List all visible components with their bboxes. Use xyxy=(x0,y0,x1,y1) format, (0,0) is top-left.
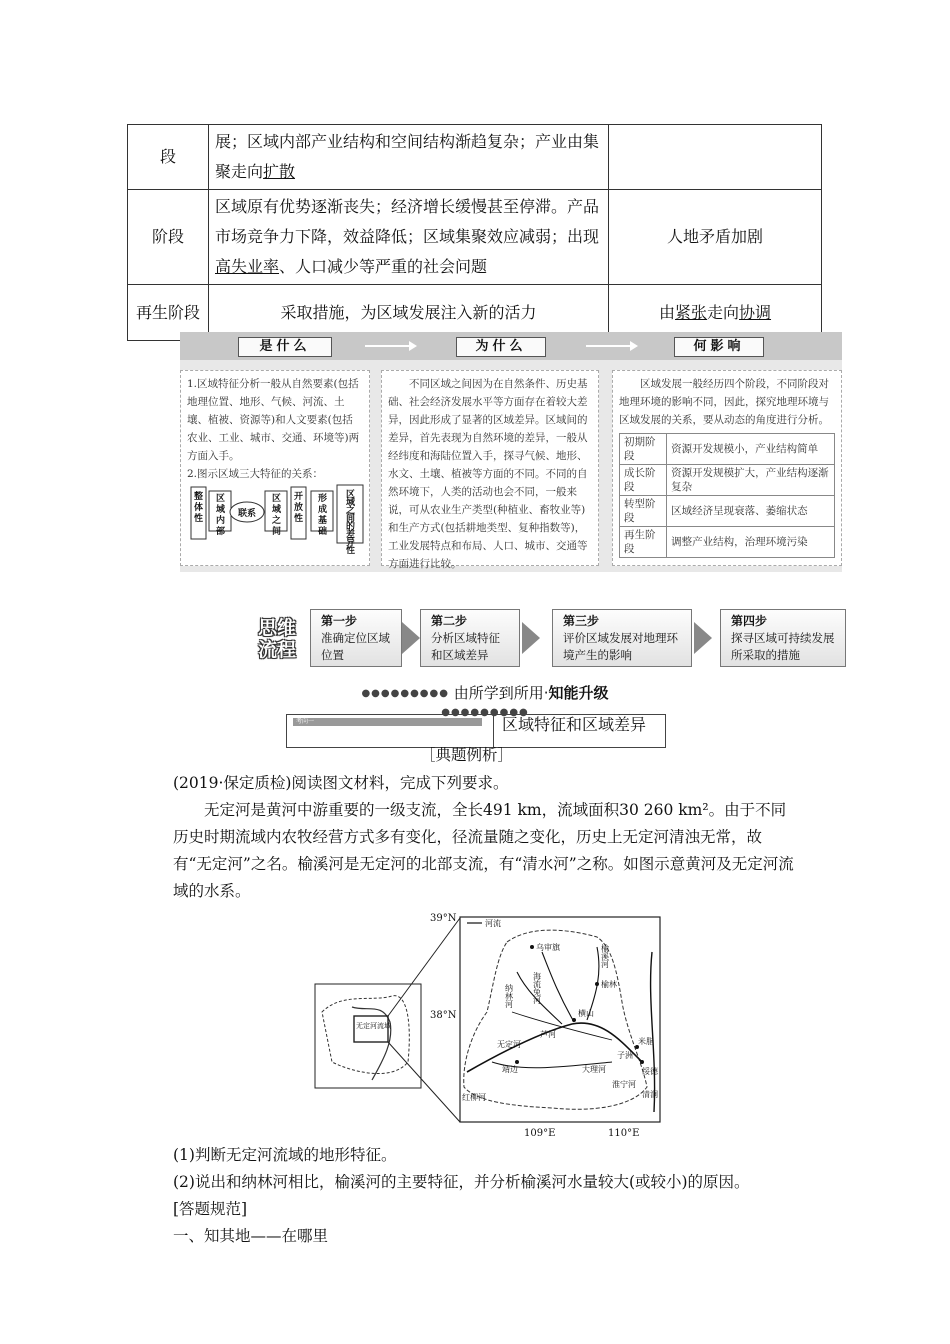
diagram-label: 形成基础 xyxy=(318,494,328,537)
relation-cell: 由紧张走向协调 xyxy=(609,285,822,341)
section-divider: ●●●●●●●●● 由所学到所用·知能升级 ●●●●●●●●● xyxy=(361,684,609,718)
arrow-icon xyxy=(365,345,411,347)
place-label: 乌审旗 xyxy=(536,943,560,952)
feature-cell: 展；区域内部产业结构和空间结构渐趋复杂；产业由集聚走向扩散 xyxy=(209,125,609,190)
lat-mid: 38°N xyxy=(430,1010,457,1021)
analysis-panel xyxy=(180,332,842,572)
relation-cell: 人地矛盾加剧 xyxy=(609,190,822,285)
stage-cell: 再生阶段 xyxy=(128,285,209,341)
flow-step-1: 第一步 准确定位区域位置 xyxy=(310,609,402,667)
dots-decor: ●●●●●●●●● xyxy=(361,688,449,699)
flow-step-2: 第二步 分析区域特征和区域差异 xyxy=(420,609,520,667)
flow-arrow-icon xyxy=(402,622,420,654)
topic-tag: 考向一 xyxy=(293,718,482,726)
how-column xyxy=(612,370,842,566)
place-label: 清涧 xyxy=(642,1090,658,1099)
example-label: ［典题例析］ xyxy=(420,746,514,764)
answer-step-1: 一、知其地——在哪里 xyxy=(173,1227,329,1245)
header-why: 为什么 xyxy=(456,337,546,357)
river-label: 无定河 xyxy=(497,1040,521,1049)
question-source: (2019·保定质检)阅读图文材料，完成下列要求。 xyxy=(173,774,509,792)
dots-decor: ●●●●●●●●● xyxy=(441,707,529,718)
topic-title: 区域特征和区域差异 xyxy=(493,715,672,747)
what-item-2: 2.图示区域三大特征的关系： xyxy=(187,468,324,480)
table-row: 成长阶段 资源开发规模扩大，产业结构逐渐复杂 xyxy=(620,465,835,496)
place-label: 子洲 xyxy=(617,1051,633,1060)
lat-top: 39°N xyxy=(430,913,457,924)
relation-cell xyxy=(609,125,822,190)
flow-arrow-icon xyxy=(522,622,540,654)
stage-cell: 段 xyxy=(128,125,209,190)
river-label: 芦河 xyxy=(540,1030,556,1039)
question-body: 无定河是黄河中游重要的一级支流，全长491 km，流域面积30 260 km²。由于不同历史时期流域内农牧经营方式多有变化，径流量随之变化，历史上无定河清浊无常，故有“无定河”之名。榆溪河是无定河的北部支流，有“清水河”之称。如图示意黄河及无定河流域的水系。 xyxy=(173,801,794,900)
stage-table xyxy=(127,124,822,341)
arrow-icon xyxy=(586,345,632,347)
river-label: 榆溪河 xyxy=(600,944,610,968)
diagram-label: 区域之间的差异性 xyxy=(346,490,356,556)
place-label: 米脂 xyxy=(638,1037,654,1046)
what-column xyxy=(180,370,370,566)
header-how: 何影响 xyxy=(674,337,764,357)
river-map xyxy=(312,912,682,1140)
flow-step-4: 第四步 探寻区域可持续发展所采取的措施 xyxy=(720,609,846,667)
header-what: 是什么 xyxy=(238,337,332,357)
stage-mini-table xyxy=(619,433,835,558)
diagram-label: 开放性 xyxy=(294,492,304,524)
diagram-label: 区域内部 xyxy=(216,494,226,537)
lon-right: 110°E xyxy=(608,1128,640,1139)
river-label: 海流兔河 xyxy=(532,972,542,1004)
legend-river: 河流 xyxy=(485,919,501,928)
question-1: (1)判断无定河流域的地形特征。 xyxy=(173,1146,397,1164)
river-label: 纳林河 xyxy=(504,984,514,1008)
diagram-label: 整体性 xyxy=(194,492,204,524)
feature-relation-diagram xyxy=(187,483,367,556)
table-row: 初期阶段 资源开发规模小，产业结构简单 xyxy=(620,434,835,465)
table-row: 再生阶段 调整产业结构，治理环境污染 xyxy=(620,527,835,558)
river-label: 淮宁河 xyxy=(612,1080,636,1089)
flow-arrow-icon xyxy=(694,622,712,654)
diagram-label: 联系 xyxy=(238,509,257,519)
feature-cell: 区域原有优势逐渐丧失；经济增长缓慢甚至停滞。产品市场竞争力下降，效益降低；区域集聚效应减弱；出现高失业率、人口减少等严重的社会问题 xyxy=(209,190,609,285)
question-2: (2)说出和纳林河相比，榆溪河的主要特征，并分析榆溪河水量较大(或较小)的原因。 xyxy=(173,1173,750,1191)
why-column: 不同区域之间因为在自然条件、历史基础、社会经济发展水平等方面存在着较大差异，因此形成了显著的区域差异。区域间的差异，首先表现为自然环境的差异，一般从经纬度和海陆位置入手，探寻气候、地形、水文、土壤、植被等方面的不同。不同的自然环境下，人类的活动也会不同，一般来说，可从农业生产类型(种植业、畜牧业等)和生产方式(包括耕地类型、复种指数等)，工业发展特点和布局、人口、城市、交通等方面进行比较。 xyxy=(381,370,599,566)
place-label: 榆林 xyxy=(601,980,617,989)
lon-left: 109°E xyxy=(524,1128,556,1139)
feature-cell: 采取措施，为区域发展注入新的活力 xyxy=(209,285,609,341)
diagram-label: 区域之间 xyxy=(272,494,282,537)
river-label: 红柳河 xyxy=(462,1093,486,1102)
table-row xyxy=(128,190,822,285)
place-label: 靖边 xyxy=(502,1065,518,1074)
table-row: 转型阶段 区域经济呈现衰落、萎缩状态 xyxy=(620,496,835,527)
stage-cell: 阶段 xyxy=(128,190,209,285)
answer-label: [答题规范] xyxy=(173,1200,248,1218)
place-label: 绥德 xyxy=(642,1067,658,1076)
what-item-1: 1.区域特征分析一般从自然要素(包括地理位置、地形、气候、河流、土壤、植被、资源等)和人文要素(包括农业、工业、城市、交通、环境等)两方面入手。 xyxy=(187,378,360,462)
how-intro: 区域发展一般经历四个阶段，不同阶段对地理环境的影响不同，因此，探究地理环境与区域发展的关系，要从动态的角度进行分析。 xyxy=(619,378,829,426)
flow-label: 思维流程 xyxy=(258,617,297,661)
inset-label: 无定河流域 xyxy=(356,1022,391,1030)
place-label: 横山 xyxy=(578,1009,594,1018)
table-row xyxy=(128,125,822,190)
river-label: 大理河 xyxy=(582,1065,606,1074)
flow-step-3: 第三步 评价区域发展对地理环境产生的影响 xyxy=(552,609,692,667)
